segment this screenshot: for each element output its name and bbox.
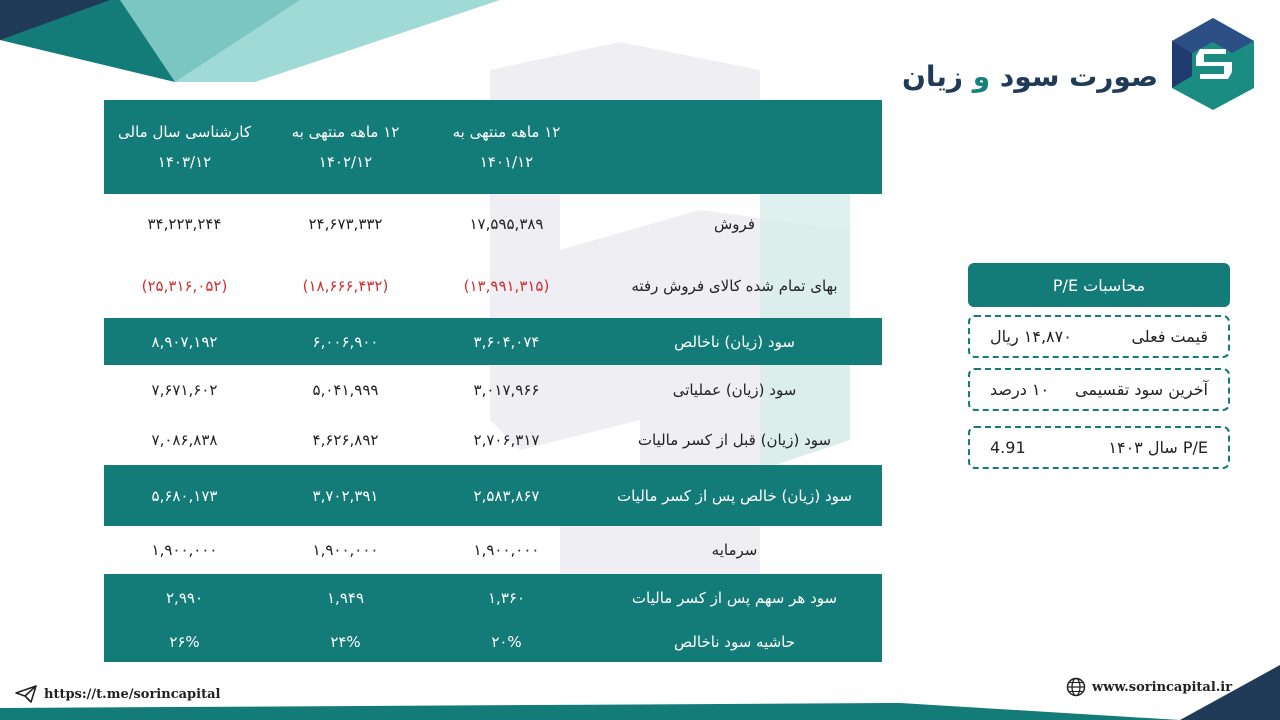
pe-panel-header: محاسبات P/E (968, 263, 1230, 307)
cell-value: ۳۴,۲۲۳,۲۴۴ (147, 215, 222, 233)
cell-value: ۲۰% (491, 633, 522, 651)
table-row (104, 318, 882, 365)
row-label: سرمایه (711, 541, 758, 559)
header-label-cell (587, 100, 882, 194)
pe-item-label: آخرین سود تقسیمی (1075, 380, 1208, 399)
cell-value: ۳,۰۱۷,۹۶۶ (473, 381, 540, 399)
cell-value: ۲,۵۸۳,۸۶۷ (473, 486, 540, 505)
cell-value: ۱,۹۰۰,۰۰۰ (473, 541, 540, 559)
cell-value: ۱,۹۴۹ (327, 589, 364, 607)
row-label: فروش (713, 215, 755, 233)
pe-ratio-box (968, 426, 1230, 469)
telegram-icon (14, 684, 38, 704)
row-label: سود هر سهم پس از کسر مالیات (631, 589, 838, 607)
cell-value: ۱,۳۶۰ (488, 589, 525, 607)
telegram-link-text: https://t.me/sorincapital (44, 686, 221, 702)
pe-item-label: P/E سال ۱۴۰۳ (1108, 438, 1208, 457)
cell-value: ۲۶% (169, 633, 200, 651)
page-title: صورت سود و زیان (901, 60, 1158, 93)
column-header-1401: ۱۲ ماهه منتهی به ۱۴۰۱/۱۲ (452, 123, 561, 171)
cell-value: ۲,۷۰۶,۳۱۷ (473, 431, 540, 449)
cell-value: (۲۵,۳۱۶,۰۵۲) (141, 277, 228, 295)
telegram-link[interactable] (14, 684, 220, 704)
pe-item-value: ۱۰ درصد (990, 380, 1050, 399)
column-header-1402: ۱۲ ماهه منتهی به ۱۴۰۲/۱۲ (291, 123, 400, 171)
logo-icon (1170, 16, 1256, 112)
table-row (104, 526, 882, 574)
row-label: سود (زیان) ناخالص (674, 332, 795, 351)
website-link-text: www.sorincapital.ir (1092, 679, 1233, 695)
cell-value: ۲۴% (330, 633, 361, 651)
column-header-1403: کارشناسی سال مالی ۱۴۰۳/۱۲ (118, 123, 251, 171)
table-header-row (104, 100, 882, 194)
cell-value: (۱۸,۶۶۶,۴۳۲) (302, 277, 389, 295)
cell-value: ۱,۹۰۰,۰۰۰ (312, 541, 379, 559)
table-row (104, 365, 882, 415)
cell-value: ۳,۶۰۴,۰۷۴ (473, 332, 540, 351)
pe-item-label: قیمت فعلی (1131, 327, 1208, 346)
cell-value: (۱۳,۹۹۱,۳۱۵) (463, 277, 550, 295)
table-row (104, 415, 882, 465)
globe-icon (1066, 677, 1086, 697)
cell-value: ۵,۰۴۱,۹۹۹ (312, 381, 379, 399)
cell-value: ۲,۹۹۰ (166, 589, 203, 607)
cell-value: ۵,۶۸۰,۱۷۳ (151, 486, 218, 505)
row-label: سود (زیان) عملیاتی (672, 381, 797, 399)
pe-current-price-box (968, 315, 1230, 358)
table-row (104, 194, 882, 254)
row-label: حاشیه سود ناخالص (673, 633, 796, 651)
cell-value: ۶,۰۰۶,۹۰۰ (312, 332, 379, 351)
cell-value: ۴,۶۲۶,۸۹۲ (312, 431, 379, 449)
cell-value: ۱,۹۰۰,۰۰۰ (151, 541, 218, 559)
table-row (104, 465, 882, 526)
table-row (104, 254, 882, 318)
row-label: سود (زیان) خالص پس از کسر مالیات (616, 486, 852, 505)
pe-panel (968, 263, 1230, 457)
row-label: سود (زیان) قبل از کسر مالیات (637, 431, 832, 449)
pe-last-dividend-box (968, 368, 1230, 411)
table-row (104, 622, 882, 662)
row-label: بهای تمام شده کالای فروش رفته (631, 277, 838, 295)
cell-value: ۱۷,۵۹۵,۳۸۹ (469, 215, 544, 233)
cell-value: ۸,۹۰۷,۱۹۲ (151, 332, 218, 351)
cell-value: ۷,۰۸۶,۸۳۸ (151, 431, 218, 449)
cell-value: ۳,۷۰۲,۳۹۱ (312, 486, 379, 505)
table-row (104, 574, 882, 622)
pe-item-value: ۱۴,۸۷۰ ریال (990, 327, 1072, 346)
income-statement-table (104, 100, 882, 662)
cell-value: ۲۴,۶۷۳,۳۳۲ (308, 215, 383, 233)
website-link[interactable] (1066, 677, 1232, 697)
cell-value: ۷,۶۷۱,۶۰۲ (151, 381, 218, 399)
pe-item-value: 4.91 (990, 438, 1026, 457)
